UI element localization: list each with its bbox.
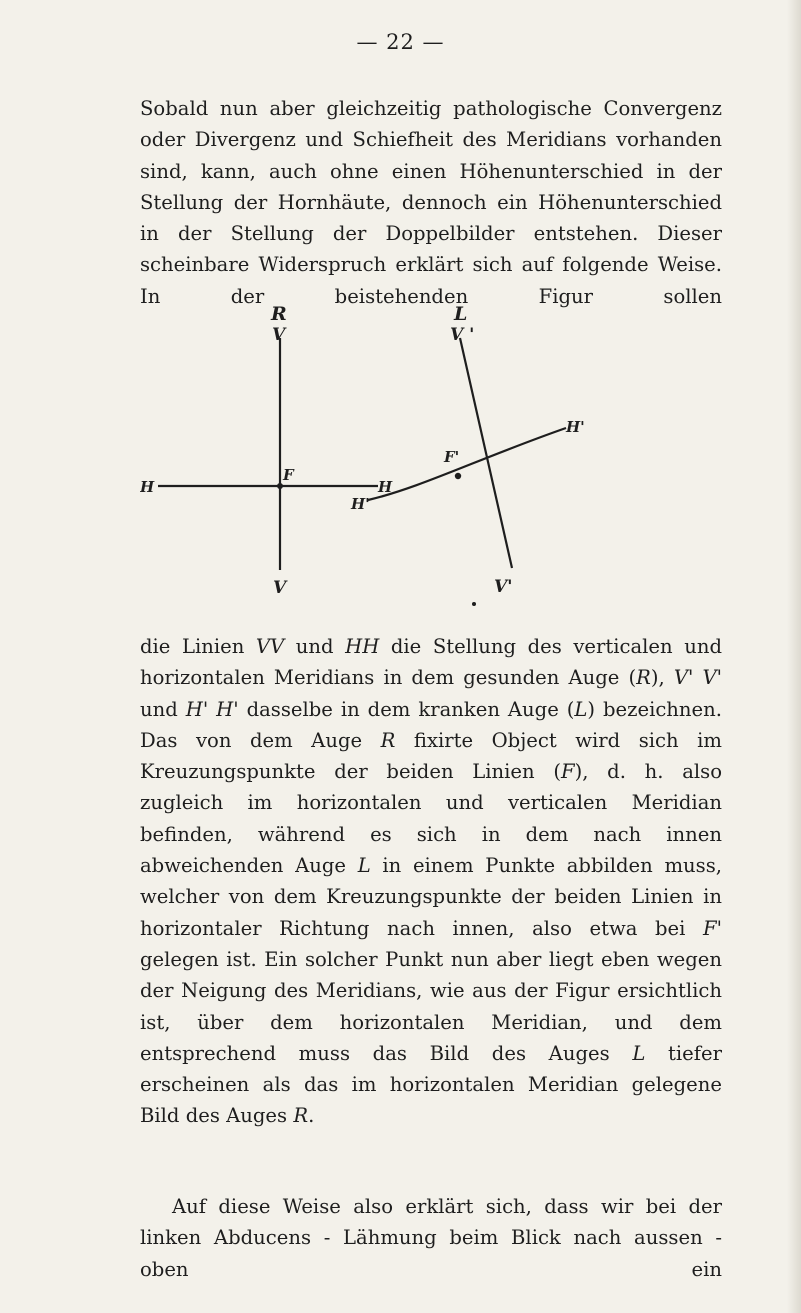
paragraph-2-text: ), <box>650 666 674 690</box>
paragraph-2-text: fixirte Object wird sich im Kreuzungspunkte der beiden Linien ( <box>140 728 722 784</box>
label-v-bottom: V <box>273 578 287 598</box>
label-v-prime-bottom: V' <box>494 577 513 597</box>
paragraph-2-text: . <box>308 1104 315 1128</box>
symbol-l: L <box>357 854 371 878</box>
label-h-right: H <box>378 478 393 496</box>
symbol-h-prime-h-prime: H' H' <box>185 697 239 721</box>
paragraph-2 <box>140 631 722 1132</box>
symbol-v-prime-v-prime: V' V' <box>673 666 722 690</box>
paragraph-2-text: ), d. h. also zugleich im horizontalen und verticalen Meridian befinden, während es sich in dem nach innen abweichenden Auge <box>140 760 722 878</box>
symbol-r: R <box>636 666 651 690</box>
symbol-r: R <box>293 1104 309 1128</box>
symbol-f: F <box>561 760 575 784</box>
paragraph-2-text: und <box>140 697 186 721</box>
paragraph-1: Sobald nun aber gleichzeitig pathologische Convergenz oder Divergenz und Schiefheit des Meridians vorhanden sind, kann, auch ohne einen Höhenunterschied in der Stellung der Hornhäute, dennoch ein Höhenunterschied in der Stellung der Doppelbilder entstehen. Dieser scheinbare Widerspruch erklärt sich auf folgende Weise. In der beistehenden Figur sollen <box>140 97 722 308</box>
label-h-left: H <box>140 478 155 496</box>
paragraph-2-text: die Stellung des verticalen und horizontalen Meridians in dem gesunden Auge ( <box>140 635 722 690</box>
paragraph-2-text: in einem Punkte abbilden muss, welcher von dem Kreuzungspunkte der beiden Linien in horizontaler Richtung nach innen, also etwa bei <box>140 854 722 940</box>
paragraph-2-text: dasselbe in dem kranken Auge ( <box>238 697 575 721</box>
paragraph-2-text: tiefer erscheinen als das im horizontalen Meridian gelegene Bild des Auges <box>140 1041 722 1128</box>
tilted-horizontal-meridian-line <box>368 428 566 500</box>
symbol-hh: HH <box>345 635 380 658</box>
label-h-prime-right: H' <box>566 418 585 436</box>
paragraph-2-text: ) bezeichnen. Das von dem Auge <box>140 697 722 752</box>
symbol-l: L <box>574 697 588 721</box>
healthy-eye-diagram <box>140 303 393 598</box>
label-r: R <box>271 303 287 325</box>
symbol-vv: VV <box>255 635 285 658</box>
symbol-f-prime: F' <box>703 916 722 940</box>
label-v-prime-top: V ' <box>450 325 475 345</box>
label-f-prime: F' <box>444 448 460 466</box>
tilted-vertical-meridian-line <box>460 338 512 568</box>
paragraph-3: Auf diese Weise also erklärt sich, dass wir bei der linken Abducens - Lähmung beim Blick nach aussen - oben ein <box>140 1195 722 1281</box>
label-h-prime-left: H' <box>351 495 370 513</box>
label-l: L <box>454 303 468 325</box>
paragraph-2-text: und <box>284 635 346 658</box>
stray-dot <box>472 602 476 606</box>
page-number: — 22 — <box>356 30 445 54</box>
label-f: F <box>283 466 294 484</box>
meridian-figure <box>140 300 740 620</box>
diseased-eye-diagram <box>350 303 585 606</box>
page-edge-shadow <box>787 0 801 1313</box>
paragraph-2-text: die Linien <box>140 635 256 658</box>
label-v-top: V <box>272 325 286 345</box>
paragraph-2-text: gelegen ist. Ein solcher Punkt nun aber liegt eben wegen der Neigung des Meridians, wie aus der Figur ersichtlich ist, über dem horizontalen Meridian, und dem entsprechend muss das Bild des Auges <box>140 947 722 1065</box>
symbol-r: R <box>380 728 396 752</box>
symbol-l: L <box>632 1041 646 1065</box>
displaced-fixation-point-dot <box>455 473 461 479</box>
